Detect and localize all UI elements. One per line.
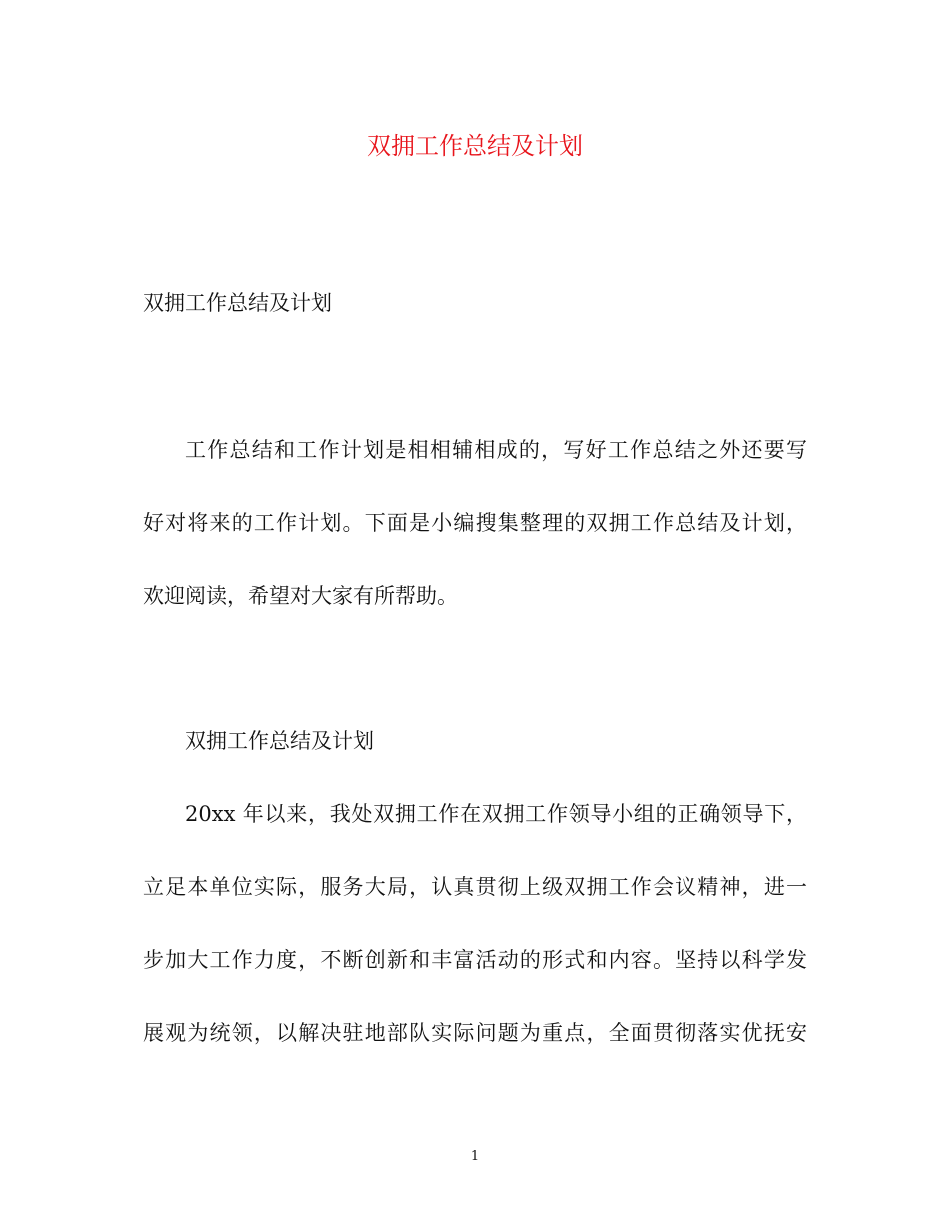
document-subtitle: 双拥工作总结及计划 [143,291,332,315]
body-line-4: 展观为统领，以解决驻地部队实际问题为重点，全面贯彻落实优抚安 [143,1021,807,1045]
intro-line-2: 好对将来的工作计划。下面是小编搜集整理的双拥工作总结及计划， [143,511,807,535]
body-line-1: 20xx 年以来，我处双拥工作在双拥工作领导小组的正确领导下， [185,802,807,826]
body-line-2: 立足本单位实际，服务大局，认真贯彻上级双拥工作会议精神，进一 [143,875,807,899]
section-heading: 双拥工作总结及计划 [185,729,374,753]
page-number: 1 [470,1149,480,1164]
intro-line-3: 欢迎阅读，希望对大家有所帮助。 [143,584,458,608]
document-title: 双拥工作总结及计划 [367,132,583,160]
body-line-3: 步加大工作力度，不断创新和丰富活动的形式和内容。坚持以科学发 [143,948,807,972]
intro-line-1: 工作总结和工作计划是相相辅相成的，写好工作总结之外还要写 [185,438,807,462]
